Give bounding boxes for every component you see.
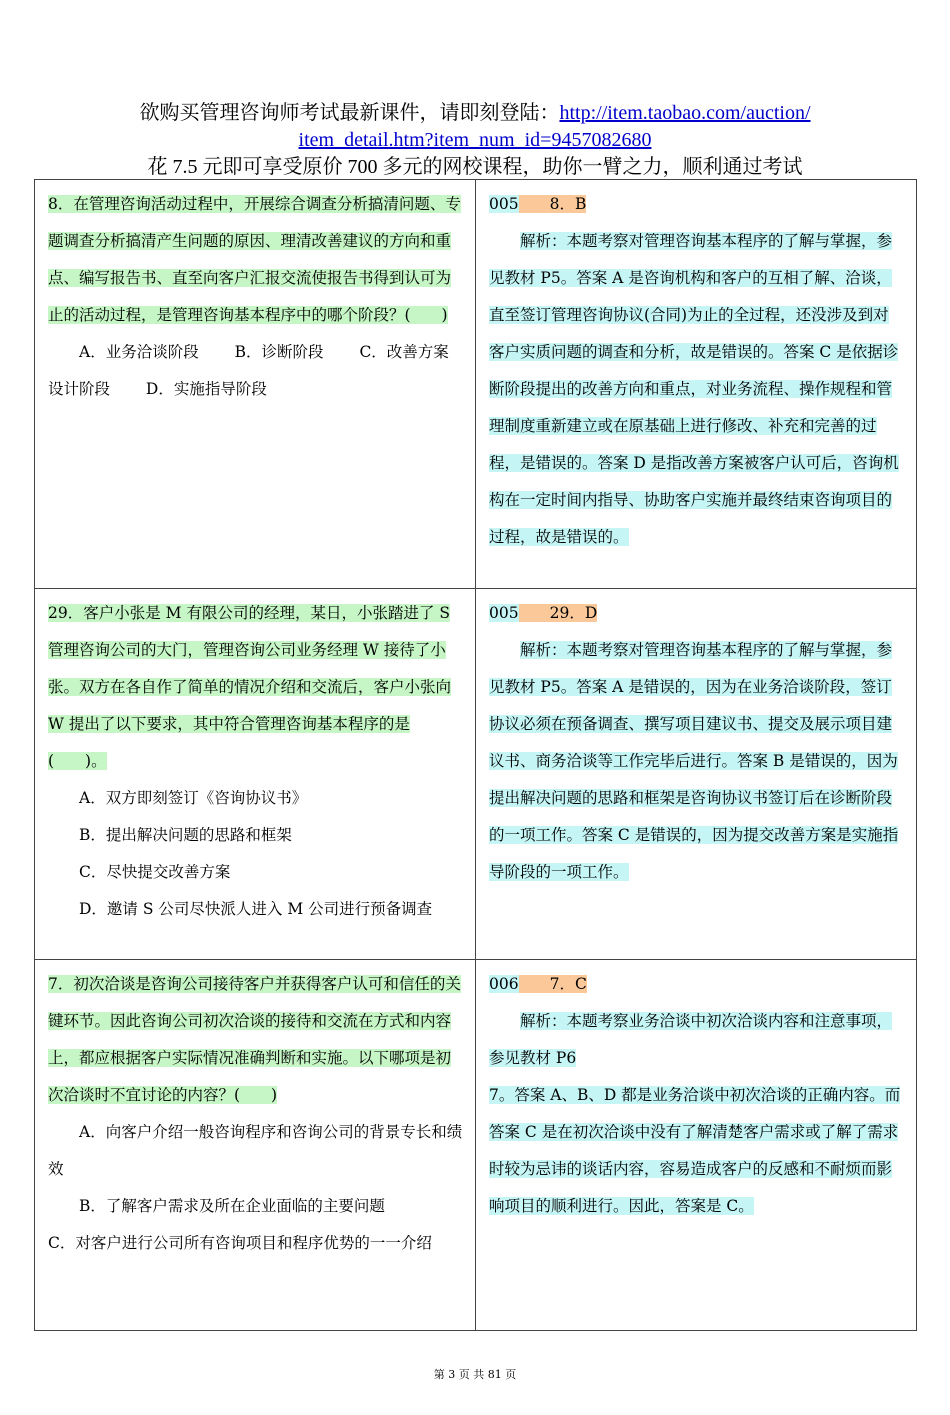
option-a: A．双方即刻签订《咨询协议书》 <box>79 789 308 807</box>
answer-code: 006 <box>489 975 519 993</box>
question-stem: 8．在管理咨询活动过程中，开展综合调查分析搞清问题、专题调查分析搞清产生问题的原因、理清改善建议的方向和重点、编写报告书、直至向客户汇报交流使报告书得到认可为止的活动过程，是管理咨询基本程序中的哪个阶段？( ) <box>48 195 461 324</box>
table-row <box>35 960 917 1331</box>
option-c: C．对客户进行公司所有咨询项目和程序优势的一一介绍 <box>48 1234 432 1252</box>
answer-analysis: 解析：本题考察对管理咨询基本程序的了解与掌握，参见教材 P5。答案 A 是错误的，因为在业务洽谈阶段，签订协议必须在预备调查、撰写项目建议书、提交及展示项目建议书、商务洽谈等工作完毕后进行。答案 B 是错误的，因为提出解决问题的思路和框架是咨询协议书签订后在诊断阶段的一项工作。答案 C 是错误的，因为提交改善方案是实施指导阶段的一项工作。 <box>489 641 899 881</box>
header-line-3: 花 7.5 元即可享受原价 700 多元的网校课程，助你一臂之力，顺利通过考试 <box>147 156 803 178</box>
table-row <box>35 589 917 960</box>
option-d: D．邀请 S 公司尽快派人进入 M 公司进行预备调查 <box>79 900 433 918</box>
answer-key: 8．B <box>549 195 587 213</box>
header-line-1 <box>0 100 950 127</box>
option-b: B．了解客户需求及所在企业面临的主要问题 <box>79 1197 385 1215</box>
taobao-link-part-1[interactable]: http://item.taobao.com/auction/ <box>559 102 811 124</box>
question-cell <box>35 180 476 589</box>
question-cell <box>35 589 476 960</box>
answer-cell <box>476 960 917 1331</box>
option-a: A．向客户介绍一般咨询程序和咨询公司的背景专长和绩效 <box>48 1123 463 1178</box>
question-stem: 29．客户小张是 M 有限公司的经理，某日，小张踏进了 S 管理咨询公司的大门，管理咨询公司业务经理 W 接待了小张。双方在各自作了简单的情况介绍和交流后，客户小张向 W 提出了以下要求，其中符合管理咨询基本程序的是( )。 <box>48 604 452 770</box>
option-c: C．尽快提交改善方案 <box>79 863 231 881</box>
answer-cell <box>476 589 917 960</box>
answer-analysis-continued: 7。答案 A、B、D 都是业务洽谈中初次洽谈的正确内容。而答案 C 是在初次洽谈中没有了解清楚客户需求或了解了需求时较为忌讳的谈话内容，容易造成客户的反感和不耐烦而影响项目的顺利进行。因此，答案是 C。 <box>489 1086 901 1215</box>
answer-analysis: 解析：本题考察业务洽谈中初次洽谈内容和注意事项，参见教材 P6 <box>489 1012 893 1067</box>
option-b: B．提出解决问题的思路和框架 <box>79 826 292 844</box>
answer-code: 005 <box>489 195 519 213</box>
answer-analysis: 解析：本题考察对管理咨询基本程序的了解与掌握，参见教材 P5。答案 A 是咨询机构和客户的互相了解、洽谈，直至签订管理咨询协议(合同)为止的全过程，还没涉及到对客户实质问题的调查和分析，故是错误的。答案 C 是依据诊断阶段提出的改善方向和重点，对业务流程、操作规程和管理制度重新建立或在原基础上进行修改、补充和完善的过程，是错误的。答案 D 是指改善方案被客户认可后，咨询机构在一定时间内指导、协助客户实施并最终结束咨询项目的过程，故是错误的。 <box>489 232 899 546</box>
header-line-2 <box>0 127 950 154</box>
answer-key: 7．C <box>549 975 587 993</box>
table-row <box>35 180 917 589</box>
answer-cell <box>476 180 917 589</box>
taobao-link-part-2[interactable]: item_detail.htm?item_num_id=9457082680 <box>298 129 652 151</box>
question-options: A．业务洽谈阶段 B．诊断阶段 C．改善方案设计阶段 D．实施指导阶段 <box>48 343 449 398</box>
question-answer-table <box>34 179 917 1331</box>
header-promo-text: 欲购买管理咨询师考试最新课件，请即刻登陆： <box>139 102 560 124</box>
question-stem: 7．初次洽谈是咨询公司接待客户并获得客户认可和信任的关键环节。因此咨询公司初次洽谈的接待和交流在方式和内容上，都应根据客户实际情况准确判断和实施。以下哪项是初次洽谈时不宜讨论的内容？( ) <box>48 975 461 1104</box>
page-header <box>0 100 950 181</box>
question-cell <box>35 960 476 1331</box>
answer-code: 005 <box>489 604 519 622</box>
answer-key: 29．D <box>549 604 598 622</box>
page-number: 第 3 页 共 81 页 <box>433 1368 517 1381</box>
